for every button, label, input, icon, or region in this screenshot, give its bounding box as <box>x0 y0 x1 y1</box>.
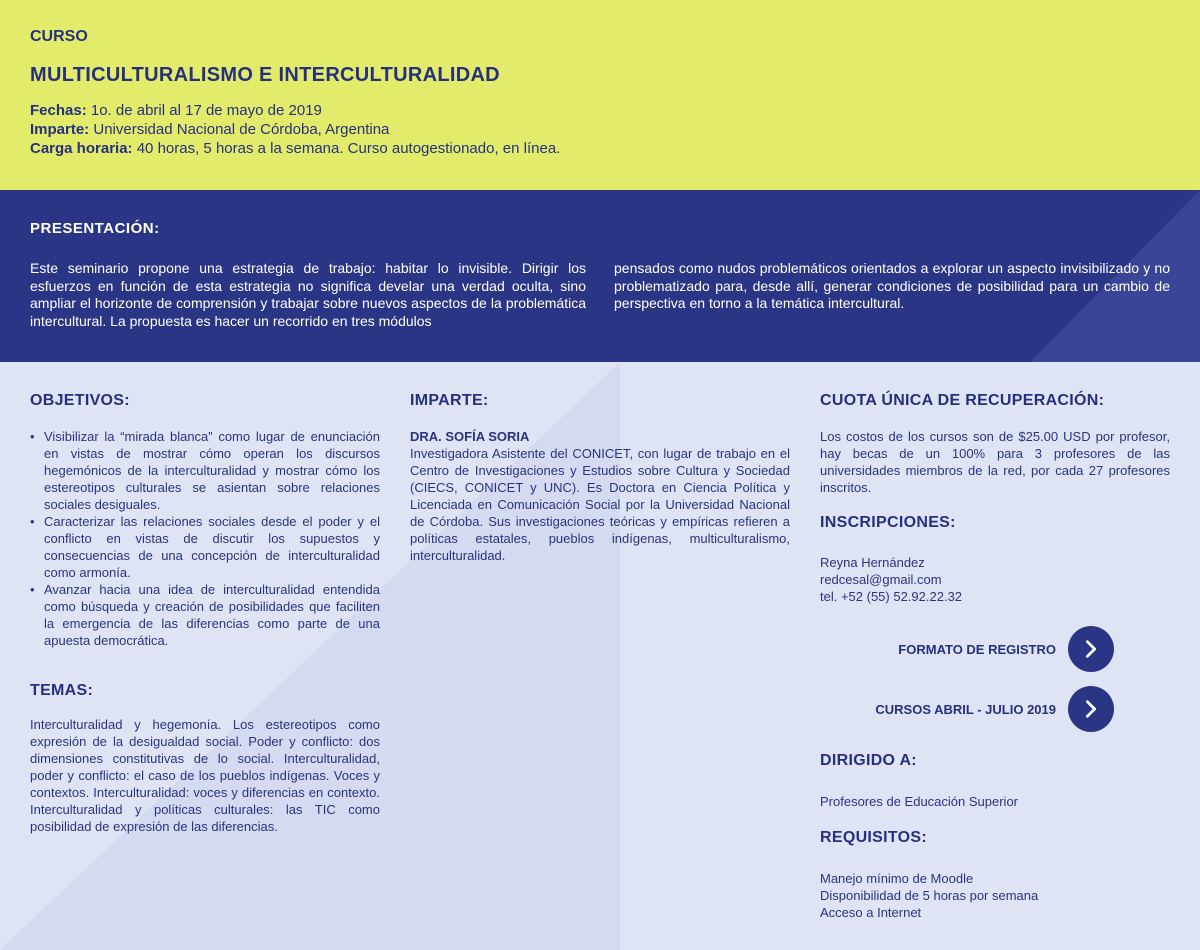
cursos-button-label: CURSOS ABRIL - JULIO 2019 <box>875 701 1056 717</box>
fechas-label: Fechas: <box>30 102 87 119</box>
dirigido-heading: DIRIGIDO A: <box>820 752 917 769</box>
list-item: Acceso a Internet <box>820 905 922 920</box>
list-item: • Caracterizar las relaciones sociales desde el poder y el conflicto en vistas de discutir los supuestos y consecuencias de una concepción de interculturalidad como armonía. <box>30 513 380 581</box>
objetivos-heading: OBJETIVOS: <box>30 392 130 409</box>
presentacion-heading: PRESENTACIÓN: <box>30 220 160 237</box>
imparte-heading: IMPARTE: <box>410 392 489 409</box>
temas-heading: TEMAS: <box>30 682 94 699</box>
details-section <box>0 362 1200 950</box>
carga-value: 40 horas, 5 horas a la semana. Curso autogestionado, en línea. <box>136 140 561 157</box>
instructor-name: DRA. SOFÍA SORIA <box>410 429 530 444</box>
course-meta <box>30 101 1170 158</box>
imparte-label: Imparte: <box>30 121 90 138</box>
fechas-value: 1o. de abril al 17 de mayo de 2019 <box>90 102 322 119</box>
presentacion-text-col2: pensados como nudos problemáticos orientados a explorar un aspecto invisibilizado y no problematizado para, desde allí, generar condiciones de posibilidad para un cambio de perspectiva en torno a la temática intercultural. <box>614 260 1170 311</box>
cuota-heading: CUOTA ÚNICA DE RECUPERACIÓN: <box>820 392 1105 409</box>
list-item: • Visibilizar la “mirada blanca” como lugar de enunciación en vistas de mostrar cómo operan los discursos hegemónicos de la interculturalidad y mostrar cómo los estereotipos culturales se asientan sobre relaciones sociales desiguales. <box>30 428 380 513</box>
list-item: Manejo mínimo de Moodle <box>820 871 974 886</box>
contact-name: Reyna Hernández <box>820 555 925 570</box>
contact-phone: tel. +52 (55) 52.92.22.32 <box>820 589 963 604</box>
carga-line <box>30 139 1170 158</box>
requisitos-heading: REQUISITOS: <box>820 829 928 846</box>
chevron-right-icon[interactable] <box>1068 626 1114 672</box>
carga-label: Carga horaria: <box>30 140 133 157</box>
dirigido-text: Profesores de Educación Superior <box>820 794 1019 809</box>
course-label: CURSO <box>30 28 88 45</box>
fechas-line <box>30 101 1170 120</box>
registro-button[interactable] <box>898 626 1114 672</box>
contact-email[interactable]: redcesal@gmail.com <box>820 572 942 587</box>
header-band <box>0 0 1200 190</box>
presentacion-band <box>0 190 1200 362</box>
temas-text: Interculturalidad y hegemonía. Los estereotipos como expresión de la desigualdad social. Poder y conflicto: dos dimensiones constitutivas de lo social. Interculturalidad, poder y conflicto: el caso de los pueblos indígenas. Voces y contextos. Interculturalidad: voces y diferencias en contexto. Interculturalidad y políticas culturales: las TIC como posibilidad de expresión de las diferencias. <box>30 717 380 834</box>
cuota-text: Los costos de los cursos son de $25.00 USD por profesor, hay becas de un 100% para 3 profesores de las universidades miembros de la red, por cada 27 profesores inscritos. <box>820 429 1170 495</box>
instructor-bio: Investigadora Asistente del CONICET, con lugar de trabajo en el Centro de Investigaciones y Estudios sobre Cultura y Sociedad (CIECS, CONICET y UNC). Es Doctora en Ciencia Política y Licenciada en Comunicación Social por la Universidad Nacional de Córdoba. Sus investigaciones teóricas y empíricas refieren a políticas estatales, pueblos indígenas, multiculturalismo, interculturalidad. <box>410 446 790 563</box>
imparte-line <box>30 120 1170 139</box>
list-item: Disponibilidad de 5 horas por semana <box>820 888 1039 903</box>
objetivos-list <box>30 428 380 649</box>
list-item: • Avanzar hacia una idea de interculturalidad entendida como búsqueda y creación de posibilidades que faciliten la emergencia de las diferencias como parte de una apuesta democrática. <box>30 581 380 649</box>
inscripciones-heading: INSCRIPCIONES: <box>820 514 956 531</box>
course-title: MULTICULTURALISMO E INTERCULTURALIDAD <box>30 64 500 86</box>
chevron-right-icon[interactable] <box>1068 686 1114 732</box>
registro-button-label: FORMATO DE REGISTRO <box>898 641 1056 657</box>
imparte-value: Universidad Nacional de Córdoba, Argentina <box>93 121 390 138</box>
cursos-button[interactable] <box>875 686 1114 732</box>
presentacion-text-col1: Este seminario propone una estrategia de trabajo: habitar lo invisible. Dirigir los esfuerzos en función de esta estrategia no significa develar una verdad oculta, sino ampliar el horizonte de comprensión y trabajar sobre nuevos aspectos de la problemática intercultural. La propuesta es hacer un recorrido en tres módulos <box>30 260 586 329</box>
